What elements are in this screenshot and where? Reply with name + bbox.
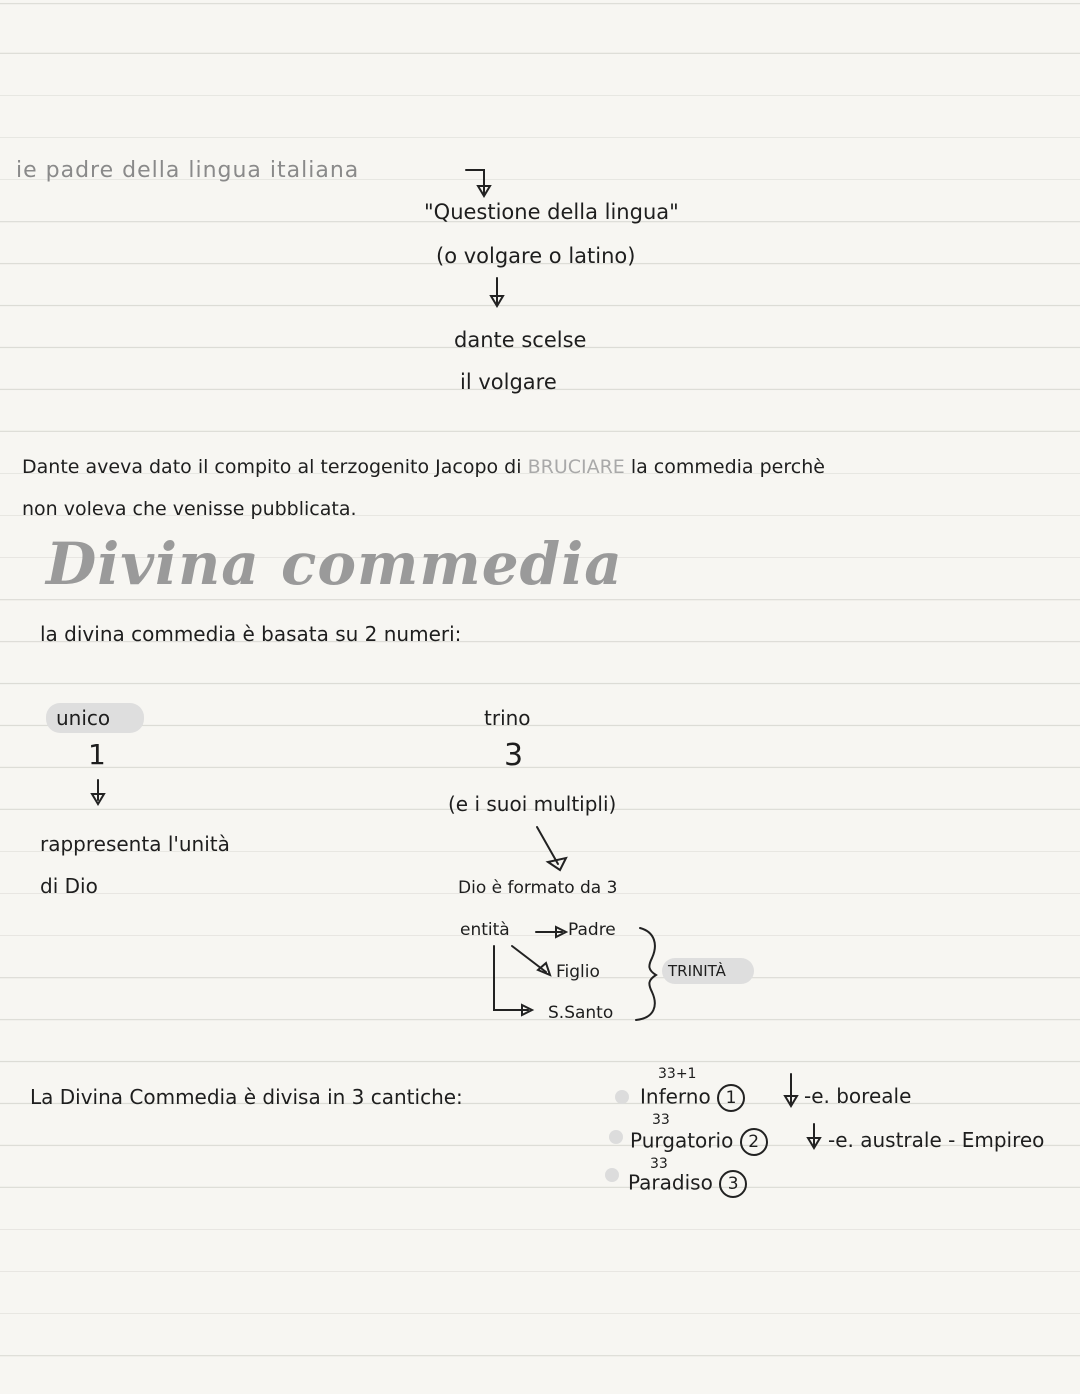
padre-label: Padre (568, 920, 616, 940)
trino-label: trino (484, 706, 531, 730)
unico-label: unico (56, 706, 111, 730)
cantica-index: 2 (740, 1128, 768, 1156)
bullet-dot (615, 1090, 629, 1104)
cantica-name-text: Inferno (640, 1084, 711, 1109)
bullet-dot (609, 1130, 623, 1144)
trinity-label: TRINITÀ (668, 962, 726, 980)
cantica-note: -e. australe - Empireo (828, 1128, 1045, 1152)
unico-meaning-1: rappresenta l'unità (40, 832, 230, 856)
cantica-name-text: Paradiso (628, 1170, 713, 1195)
entity-label: entità (460, 920, 510, 940)
question-title: "Questione della lingua" (424, 200, 679, 224)
santo-label: S.Santo (548, 1003, 614, 1023)
cantiche-intro: La Divina Commedia è divisa in 3 cantiche: (30, 1085, 463, 1109)
paragraph-text-start: Dante aveva dato il compito al terzogenito Jacopo di (22, 456, 522, 478)
unico-meaning-2: di Dio (40, 874, 98, 898)
cantica-index: 3 (719, 1170, 747, 1198)
choice-line-2: il volgare (460, 370, 557, 394)
trino-number: 3 (504, 738, 524, 773)
cantica-count: 33+1 (658, 1066, 697, 1082)
highlighted-word: BRUCIARE (527, 456, 625, 478)
trino-multiples: (e i suoi multipli) (448, 792, 617, 816)
paragraph-text-end: la commedia perchè (630, 456, 825, 478)
cantica-count: 33 (652, 1112, 670, 1128)
cantica-note: -e. boreale (804, 1084, 912, 1108)
cantica-name (630, 1128, 768, 1156)
cantica-count: 33 (650, 1156, 668, 1172)
bullet-dot (605, 1168, 619, 1182)
section-heading: Divina commedia (46, 530, 623, 598)
based-on-line: la divina commedia è basata su 2 numeri: (40, 622, 462, 646)
cantica-index: 1 (717, 1084, 745, 1112)
god-line: Dio è formato da 3 (458, 878, 618, 898)
cantica-name (640, 1084, 745, 1112)
figlio-label: Figlio (556, 962, 600, 982)
intro-line: ie padre della lingua italiana (16, 158, 360, 183)
choice-line-1: dante scelse (454, 328, 587, 352)
cantica-name (628, 1170, 747, 1198)
paragraph-line-2: non voleva che venisse pubblicata. (22, 498, 357, 520)
unico-number: 1 (88, 738, 106, 771)
question-subtitle: (o volgare o latino) (436, 244, 636, 268)
cantica-name-text: Purgatorio (630, 1128, 734, 1153)
paragraph-line-1 (22, 456, 825, 478)
